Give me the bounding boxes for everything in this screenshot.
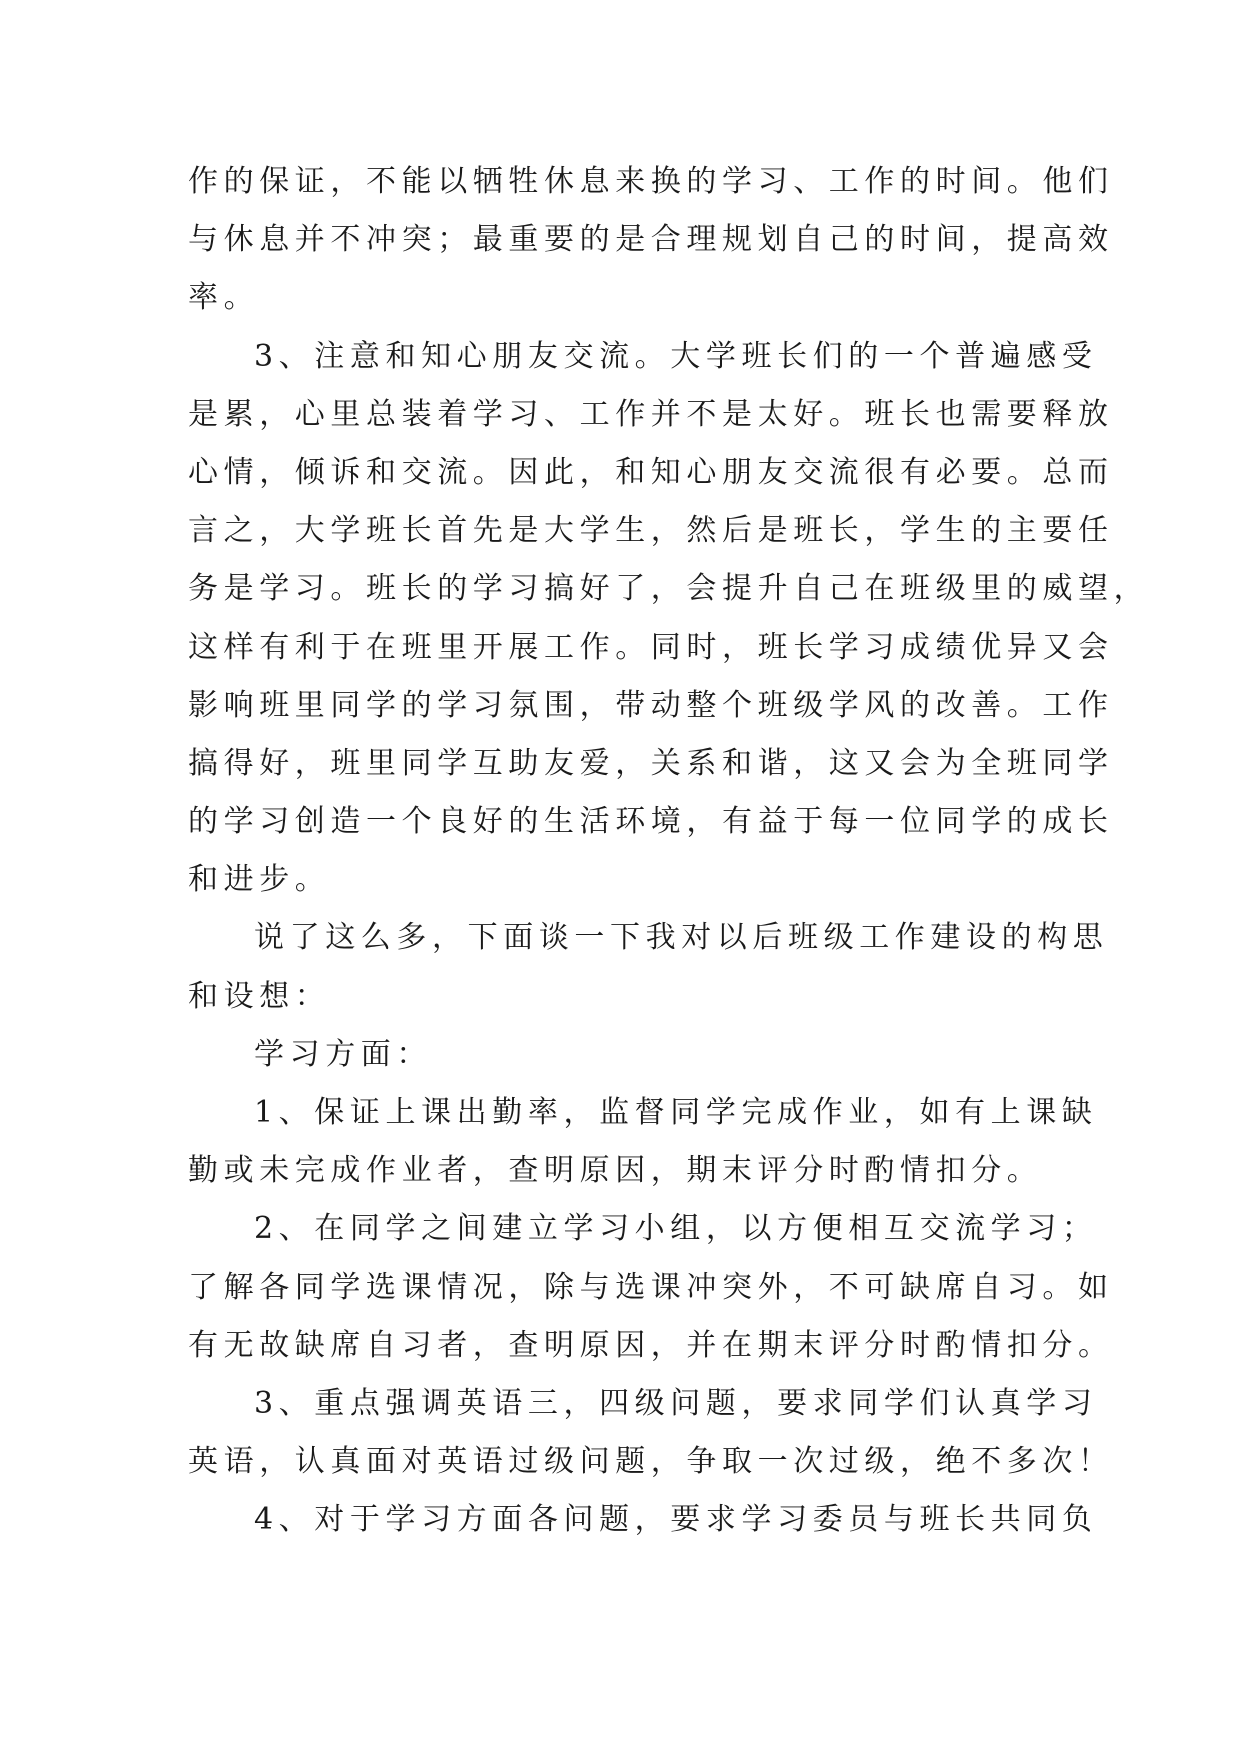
text-line: 作的保证，不能以牺牲休息来换的学习、工作的时间。他们 — [188, 164, 1114, 199]
text-line: 学习方面： — [254, 1036, 432, 1072]
text-line: 言之，大学班长首先是大学生，然后是班长，学生的主要任 — [188, 513, 1114, 549]
text-line: 有无故缺席自习者，查明原因，并在期末评分时酌情扣分。 — [188, 1327, 1114, 1363]
text-line: 了解各同学选课情况，除与选课冲突外，不可缺席自习。如 — [188, 1269, 1114, 1305]
text-line: 勤或未完成作业者，查明原因，期末评分时酌情扣分。 — [188, 1153, 1043, 1189]
text-line: 是累，心里总装着学习、工作并不是太好。班长也需要释放 — [188, 396, 1114, 432]
text-line: 心情，倾诉和交流。因此，和知心朋友交流很有必要。总而 — [188, 454, 1114, 490]
text-line: 率。 — [188, 280, 260, 316]
text-line: 1、保证上课出勤率，监督同学完成作业，如有上课缺 — [254, 1095, 1098, 1130]
text-line: 务是学习。班长的学习搞好了，会提升自己在班级里的威望， — [188, 571, 1150, 607]
text-line: 这样有利于在班里开展工作。同时，班长学习成绩优异又会 — [188, 629, 1114, 665]
text-line: 与休息并不冲突；最重要的是合理规划自己的时间，提高效 — [188, 222, 1114, 258]
text-line: 影响班里同学的学习氛围，带动整个班级学风的改善。工作 — [188, 687, 1114, 723]
text-line: 和设想： — [188, 978, 331, 1014]
text-line: 3、注意和知心朋友交流。大学班长们的一个普遍感受 — [254, 338, 1098, 374]
document-body — [188, 153, 1150, 1550]
text-line: 3、重点强调英语三，四级问题，要求同学们认真学习 — [254, 1385, 1098, 1421]
text-line: 2、在同学之间建立学习小组，以方便相互交流学习； — [254, 1211, 1098, 1247]
text-line: 和进步。 — [188, 862, 331, 898]
text-line: 英语，认真面对英语过级问题，争取一次过级，绝不多次！ — [188, 1444, 1114, 1480]
text-line: 搞得好，班里同学互助友爱，关系和谐，这又会为全班同学 — [188, 745, 1114, 781]
text-line: 的学习创造一个良好的生活环境，有益于每一位同学的成长 — [188, 804, 1114, 840]
text-line: 说了这么多，下面谈一下我对以后班级工作建设的构思 — [254, 920, 1109, 956]
text-line: 4、对于学习方面各问题，要求学习委员与班长共同负 — [254, 1502, 1098, 1538]
